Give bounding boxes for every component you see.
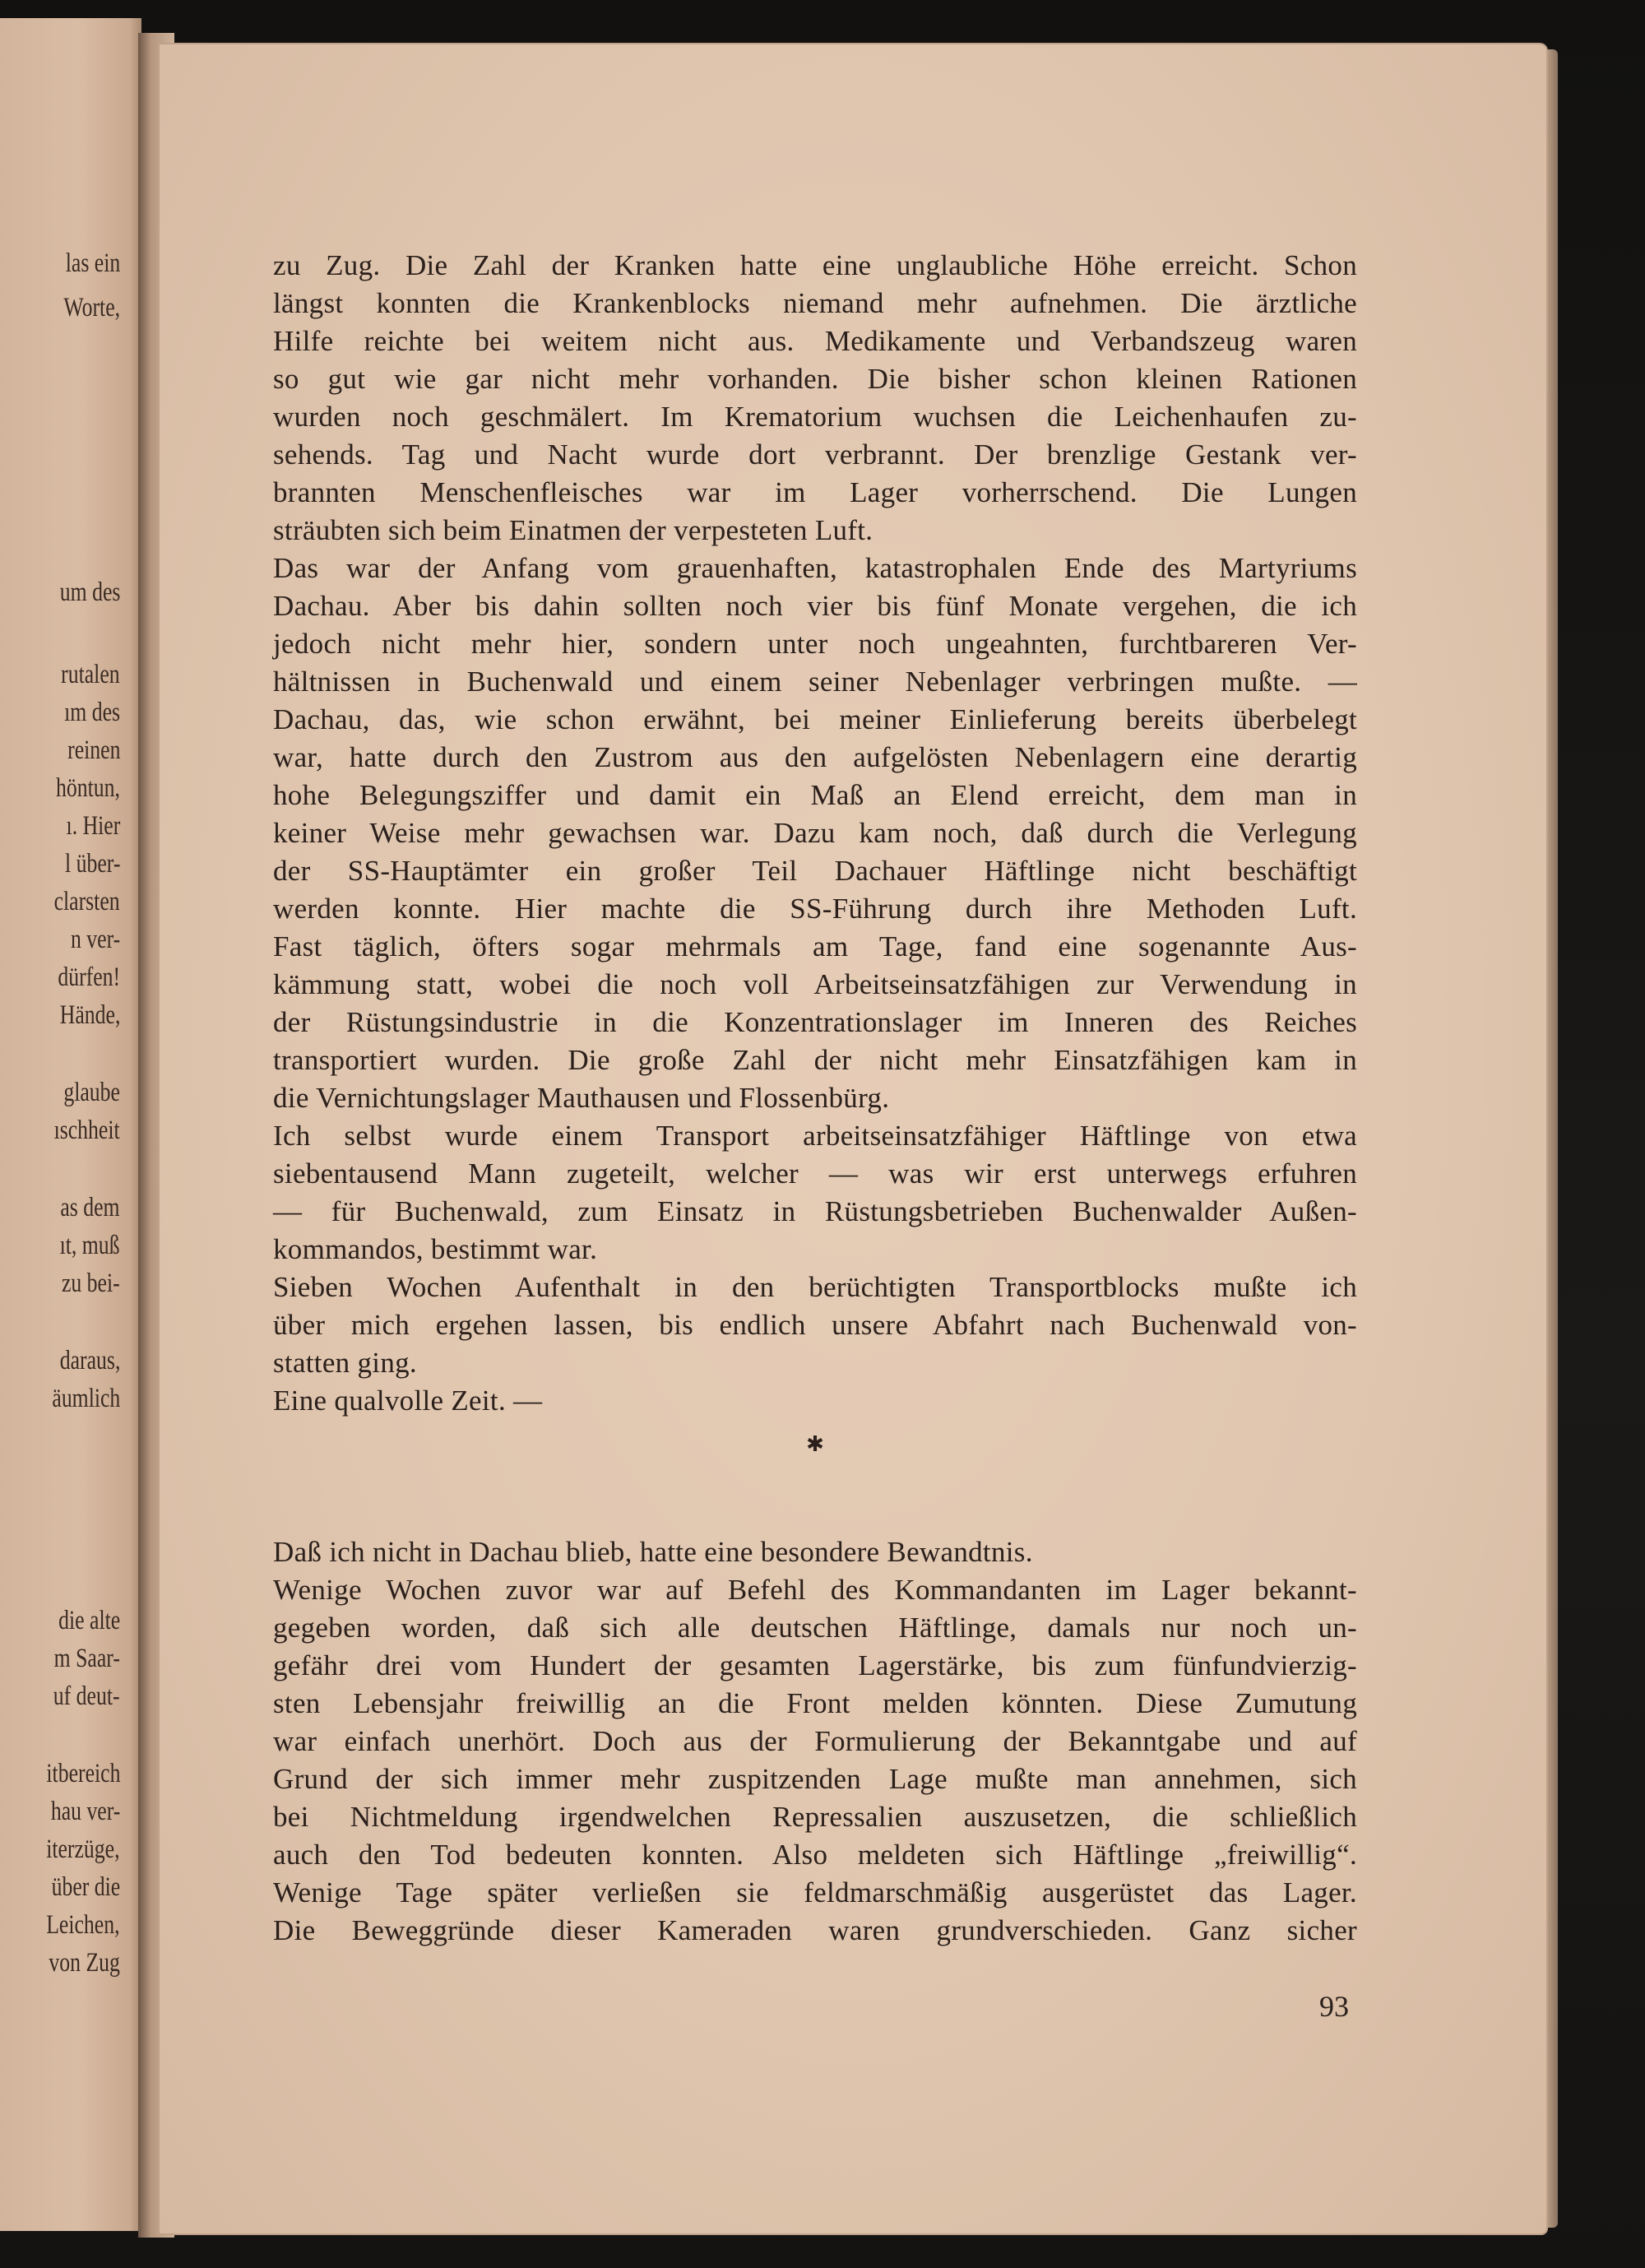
text-line: war einfach unerhört. Doch aus der Formulierung der Bekanntgabe und auf (273, 1725, 1357, 1757)
left-page-text-fragment: daraus, (59, 1346, 120, 1375)
text-line: Die Beweggründe dieser Kameraden waren grundverschieden. Ganz sicher (273, 1914, 1357, 1946)
paragraph-group-2 (273, 1533, 1357, 1950)
text-line: Ich selbst wurde einem Transport arbeitseinsatzfähiger Häftlinge von etwa (273, 1120, 1357, 1152)
text-line: gegeben worden, daß sich alle deutschen Häftlinge, damals nur noch un- (273, 1612, 1357, 1644)
section-ornament: ✱ (806, 1432, 824, 1457)
text-line: brannten Menschenfleisches war im Lager vorherrschend. Die Lungen (273, 476, 1357, 508)
text-line: transportiert wurden. Die große Zahl der nicht mehr Einsatzfähigen kam in (273, 1044, 1357, 1076)
page-edge (1548, 49, 1558, 2228)
left-page-text-fragment: glaube (63, 1078, 120, 1107)
left-page-text-fragment: hau ver- (50, 1797, 120, 1826)
left-facing-page (0, 18, 141, 2231)
left-page-text-fragment: über die (51, 1872, 120, 1902)
left-page-text-fragment: um des (59, 577, 120, 607)
left-page-text-fragment: l über- (64, 849, 120, 879)
section-spacer (273, 1469, 1357, 1533)
left-page-text-fragment: höntun, (56, 773, 120, 803)
left-page-text-fragment: las ein (65, 248, 120, 278)
text-line: hältnissen in Buchenwald und einem seiner Nebenlager verbringen mußte. — (273, 666, 1357, 698)
left-page-text-fragment: von Zug (49, 1948, 120, 1978)
text-line: Wenige Wochen zuvor war auf Befehl des Kommandanten im Lager bekannt- (273, 1574, 1357, 1606)
left-page-text-fragment: ıt, muß (60, 1231, 120, 1260)
text-line: Das war der Anfang vom grauenhaften, katastrophalen Ende des Martyriums (273, 552, 1357, 584)
text-line: längst konnten die Krankenblocks niemand mehr aufnehmen. Die ärztliche (273, 287, 1357, 319)
left-page-text-fragment: Hände, (59, 1000, 120, 1030)
left-page-text-fragment: n ver- (70, 925, 120, 954)
text-line: sehends. Tag und Nacht wurde dort verbrannt. Der brenzlige Gestank ver- (273, 438, 1357, 471)
text-line: Dachau, das, wie schon erwähnt, bei meiner Einlieferung bereits überbelegt (273, 703, 1357, 735)
left-page-text-fragment: äumlich (52, 1384, 120, 1413)
left-page-text-fragment: ıschheit (53, 1115, 120, 1145)
text-line: der Rüstungsindustrie in die Konzentrationslager im Inneren des Reiches (273, 1006, 1357, 1038)
text-line: Sieben Wochen Aufenthalt in den berüchtigten Transportblocks mußte ich (273, 1271, 1357, 1303)
left-page-text-fragment: die alte (58, 1606, 120, 1635)
left-page-text-fragment: iterzüge, (46, 1834, 120, 1864)
text-line: Hilfe reichte bei weitem nicht aus. Medikamente und Verbandszeug waren (273, 325, 1357, 357)
paragraph-group-1 (273, 247, 1357, 1420)
text-line: die Vernichtungslager Mauthausen und Flossenbürg. (273, 1082, 890, 1114)
text-line: jedoch nicht mehr hier, sondern unter noch ungeahnten, furchtbareren Ver- (273, 628, 1357, 660)
left-page-text-fragment: as dem (60, 1193, 120, 1222)
body-text (273, 247, 1357, 1950)
text-line: Daß ich nicht in Dachau blieb, hatte eine besondere Bewandtnis. (273, 1536, 1033, 1568)
left-page-text-fragment: rutalen (61, 660, 120, 689)
text-line: Dachau. Aber bis dahin sollten noch vier bis fünf Monate vergehen, die ich (273, 590, 1357, 622)
left-page-text-fragment: Leichen, (46, 1910, 120, 1940)
left-page-text-fragment: uf deut- (53, 1681, 120, 1711)
text-line: sträubten sich beim Einatmen der verpesteten Luft. (273, 514, 873, 546)
left-page-text-fragment: dürfen! (58, 962, 120, 992)
left-page-text-fragment: itbereich (45, 1759, 120, 1788)
text-line: kämmung statt, wobei die noch voll Arbeitseinsatzfähigen zur Verwendung in (273, 968, 1357, 1000)
text-line: statten ging. (273, 1347, 417, 1379)
text-line: Wenige Tage später verließen sie feldmarschmäßig ausgerüstet das Lager. (273, 1876, 1357, 1909)
left-page-text-fragment: zu bei- (62, 1269, 120, 1298)
text-line: Grund der sich immer mehr zuspitzenden Lage mußte man annehmen, sich (273, 1763, 1357, 1795)
text-line: werden konnte. Hier machte die SS-Führung durch ihre Methoden Luft. (273, 893, 1357, 925)
left-page-text-fragment: Worte, (63, 293, 120, 322)
left-page-text-fragment: ım des (64, 698, 120, 727)
text-line: über mich ergehen lassen, bis endlich unsere Abfahrt nach Buchenwald von- (273, 1309, 1357, 1341)
left-page-text-fragment: clarsten (53, 887, 120, 916)
text-line: auch den Tod bedeuten konnten. Also meldeten sich Häftlinge „freiwillig“. (273, 1839, 1357, 1871)
page-number: 93 (1319, 1990, 1349, 2023)
text-line: — für Buchenwald, zum Einsatz in Rüstungsbetrieben Buchenwalder Außen- (273, 1195, 1357, 1227)
text-line: der SS-Hauptämter ein großer Teil Dachauer Häftlinge nicht beschäftigt (273, 855, 1357, 887)
text-line: kommandos, bestimmt war. (273, 1233, 598, 1265)
text-line: keiner Weise mehr gewachsen war. Dazu kam noch, daß durch die Verlegung (273, 817, 1357, 849)
text-line: so gut wie gar nicht mehr vorhanden. Die bisher schon kleinen Rationen (273, 363, 1357, 395)
text-line: zu Zug. Die Zahl der Kranken hatte eine unglaubliche Höhe erreicht. Schon (273, 249, 1357, 281)
text-line: siebentausend Mann zugeteilt, welcher — was wir erst unterwegs erfuhren (273, 1157, 1357, 1190)
text-line: Fast täglich, öfters sogar mehrmals am Tage, fand eine sogenannte Aus- (273, 930, 1357, 962)
left-page-text-fragment: ı. Hier (66, 811, 120, 841)
text-line: bei Nichtmeldung irgendwelchen Repressalien auszusetzen, die schließlich (273, 1801, 1357, 1833)
text-line: gefähr drei vom Hundert der gesamten Lagerstärke, bis zum fünfundvierzig- (273, 1649, 1357, 1681)
text-line: war, hatte durch den Zustrom aus den aufgelösten Nebenlagern eine derartig (273, 741, 1357, 773)
left-page-text-fragment: m Saar- (53, 1644, 120, 1673)
text-line: wurden noch geschmälert. Im Krematorium wuchsen die Leichenhaufen zu- (273, 401, 1357, 433)
text-line: hohe Belegungsziffer und damit ein Maß an Elend erreicht, dem man in (273, 779, 1357, 811)
text-line: Eine qualvolle Zeit. — (273, 1384, 543, 1417)
left-page-text-fragment: reinen (67, 735, 120, 765)
text-line: sten Lebensjahr freiwillig an die Front melden könnten. Diese Zumutung (273, 1687, 1357, 1719)
